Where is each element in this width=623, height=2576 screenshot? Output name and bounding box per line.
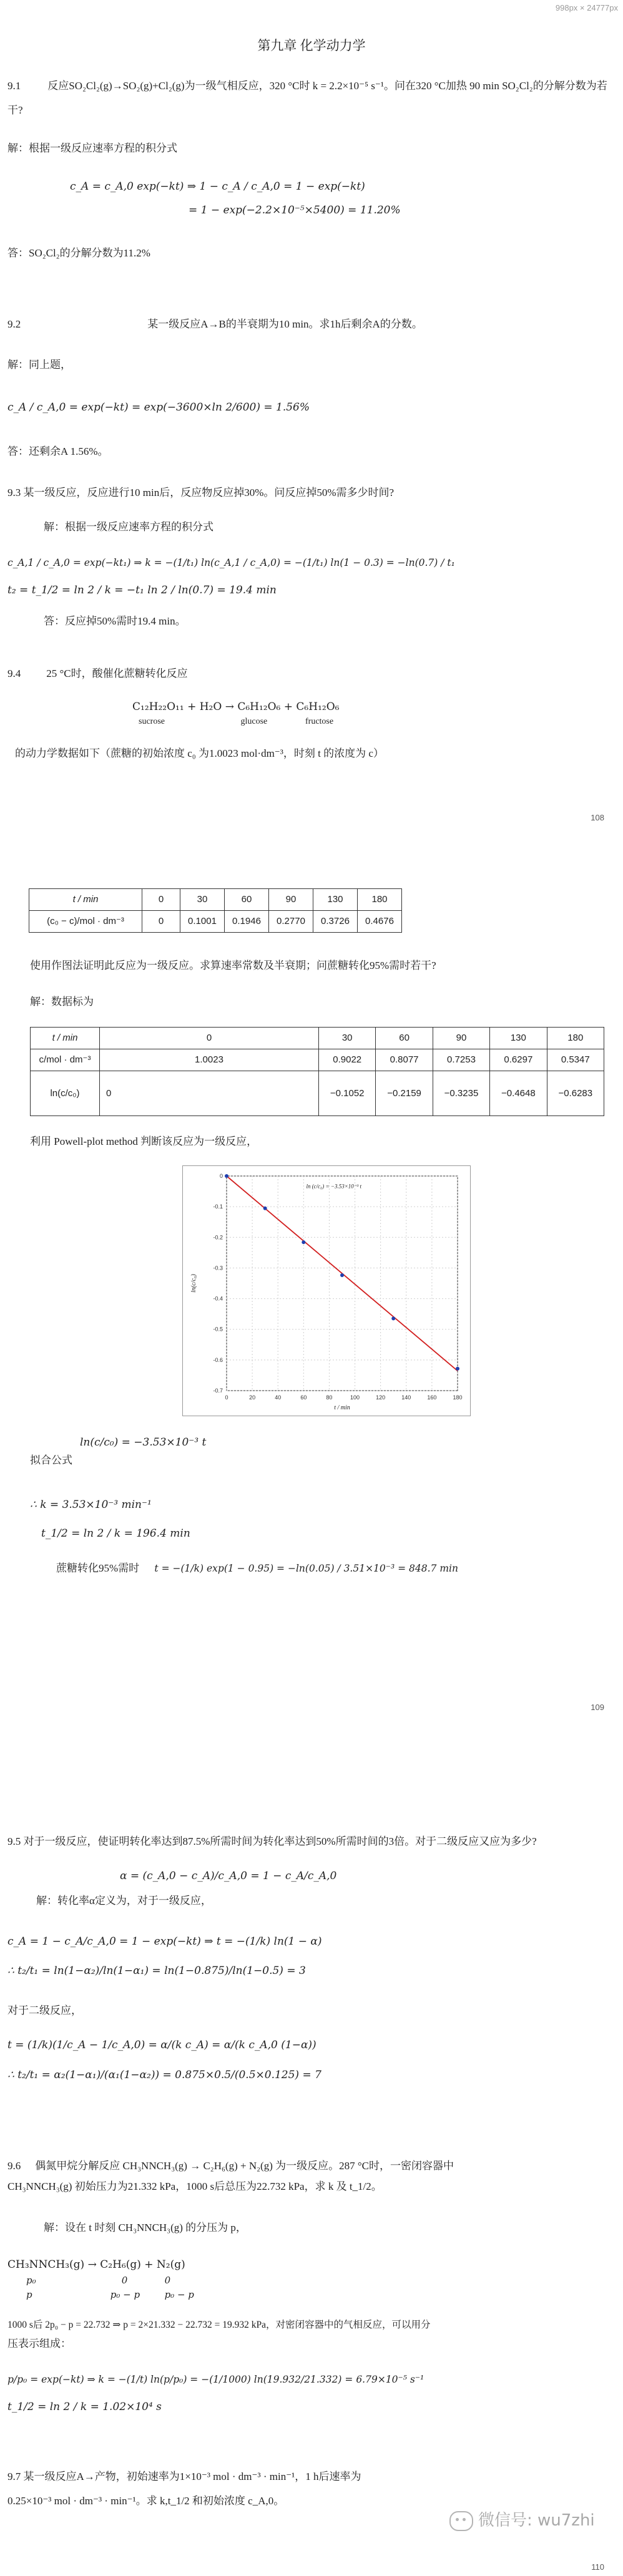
table-cell: 0	[100, 1071, 319, 1116]
x-tick-label: 140	[401, 1394, 411, 1401]
problem-9-1-solution-intro: 解：根据一级反应速率方程的积分式	[7, 142, 177, 155]
problem-9-6-text-a: 偶氮甲烷分解反应 CH₃NNCH₃(g) → C₂H₆(g) + N₂(g) 为一级反应。287 °C时，一密闭容器中	[35, 2160, 454, 2172]
x-tick-label: 0	[225, 1394, 228, 1401]
table-cell: −0.1052	[319, 1071, 376, 1116]
problem-9-7-line-1	[7, 2469, 544, 2485]
x-tick-label: 100	[350, 1394, 360, 1401]
problem-9-1-number: 9.1	[7, 80, 21, 92]
species-glucose: glucose	[240, 717, 268, 727]
table-cell: 0.8077	[376, 1049, 433, 1071]
table-row	[31, 1049, 604, 1071]
y-tick-label: -0.5	[213, 1326, 223, 1333]
fit-formula-label: 拟合公式	[30, 1454, 72, 1466]
watermark-text: 微信号: wu7zhi	[478, 2511, 595, 2530]
sucrose-reaction-equation: C₁₂H₂₂O₁₁ + H₂O → C₆H₁₂O₆ + C₆H₁₂O₆	[132, 700, 340, 713]
problem-9-1-formula-2: = 1 − exp(−2.2×10⁻⁵×5400) = 11.20%	[189, 204, 401, 217]
problem-9-6-text-b: CH₃NNCH₃(g) 初始压力为21.332 kPa，1000 s后总压为22.732 kPa，求 k 及 t_1/2。	[7, 2180, 382, 2192]
problem-9-6-question	[7, 2159, 613, 2174]
problem-9-4-question-2: 使用作图法证明此反应为一级反应。求算速率常数及半衰期；问蔗糖转化95%需时若干?	[30, 960, 436, 971]
problem-9-7-number: 9.7	[7, 2471, 21, 2482]
wechat-watermark	[449, 2509, 595, 2533]
problem-9-4	[7, 666, 613, 761]
initial-pressure-reactant: p₀	[26, 2274, 36, 2286]
x-tick-label: 40	[275, 1394, 282, 1401]
x-tick-label: 120	[376, 1394, 386, 1401]
pressure-ethane-t: p₀ − p	[110, 2289, 140, 2301]
problem-9-5-solution-tail: ，对于一级反应，	[126, 1895, 212, 1907]
table-cell: 0.1946	[225, 911, 269, 933]
problem-9-3-formula-2: t₂ = t_1/2 = ln 2 / k = −t₁ ln 2 / ln(0.7) = 19.4 min	[7, 583, 277, 596]
page-number-110: 110	[591, 2562, 604, 2572]
problem-9-3	[7, 485, 613, 629]
problem-9-1-text: 反应SO₂Cl₂(g)→SO₂(g)+Cl₂(g)为一级气相反应，320 °C时 k = 2.2×10⁻⁵ s⁻¹。问在320 °C加热 90 min SO₂Cl₂的分解分数为若干?	[7, 80, 607, 117]
reaction-species-names	[139, 716, 613, 728]
conversion-95-label: 蔗糖转化95%需时	[56, 1562, 140, 1574]
table-header-row	[29, 889, 402, 911]
conversion-95-formula: t = −(1/k) exp(1 − 0.95) = −ln(0.05) / 3.51×10⁻³ = 848.7 min	[154, 1563, 458, 1574]
fit-formula-block	[30, 1435, 206, 1468]
x-tick-label: 160	[427, 1394, 437, 1401]
table-cell: 90	[269, 889, 313, 911]
problem-9-3-formula-1: c_A,1 / c_A,0 = exp(−kt₁) ⇒ k = −(1/t₁) ln(c_A,1 / c_A,0) = −(1/t₁) ln(1 − 0.3) = −ln(0.7) / t₁	[7, 557, 455, 569]
problem-9-1-answer: 答：SO₂Cl₂的分解分数为11.2%	[7, 247, 150, 260]
table-cell: 1.0023	[100, 1049, 319, 1071]
problem-9-3-number: 9.3	[7, 487, 21, 498]
problem-9-3-question	[7, 485, 613, 501]
plot-area	[227, 1176, 458, 1391]
fit-formula: ln(c/c₀) = −3.53×10⁻³ t	[80, 1436, 207, 1449]
table-cell: t / min	[29, 889, 142, 911]
table-row	[29, 911, 402, 933]
problem-9-4-solution-intro: 解：数据标为	[30, 996, 94, 1008]
x-tick-label: 60	[300, 1394, 307, 1401]
problem-9-3-text: 某一级反应，反应进行10 min后，反应物反应掉30%。问反应掉50%需多少时间?	[23, 487, 395, 498]
x-tick-label: 20	[249, 1394, 256, 1401]
problem-9-2-text: 某一级反应A→B的半衰期为10 min。求1h后剩余A的分数。	[147, 318, 423, 330]
table-cell: 130	[490, 1028, 547, 1049]
table-cell: 90	[433, 1028, 489, 1049]
chapter-title: 第九章 化学动力学	[257, 38, 366, 53]
time-t-pressures-row	[26, 2288, 613, 2302]
table-cell: 0.6297	[490, 1049, 547, 1071]
page-number-109: 109	[591, 1703, 604, 1712]
table-cell: 0	[100, 1028, 319, 1049]
problem-9-5-text: 对于一级反应，使证明转化率达到87.5%所需时间为转化率达到50%所需时间的3倍。对于二级反应又应为多少?	[23, 1835, 537, 1847]
powell-plot-intro: 利用 Powell-plot method 判断该反应为一级反应，	[30, 1135, 258, 1147]
table-cell: −0.4648	[490, 1071, 547, 1116]
problem-9-5-question	[7, 1834, 613, 1850]
image-size-label: 998px × 24777px	[555, 3, 618, 12]
page-number-108: 108	[591, 813, 604, 822]
data-point	[263, 1207, 267, 1210]
table-cell: c/mol · dm⁻³	[31, 1049, 100, 1071]
converted-data-table	[30, 1027, 604, 1116]
table-cell: 0.9022	[319, 1049, 376, 1071]
conversion-95-block	[56, 1561, 458, 1577]
problem-9-3-solution-intro: 解：根据一级反应速率方程的积分式	[44, 520, 213, 533]
table-cell: −0.3235	[433, 1071, 489, 1116]
table-cell: t / min	[31, 1028, 100, 1049]
pressure-nitrogen-t: p₀ − p	[164, 2289, 194, 2301]
table-cell: 130	[313, 889, 358, 911]
table-cell: (c₀ − c)/mol · dm⁻³	[29, 911, 142, 933]
x-tick-label: 180	[453, 1394, 463, 1401]
problem-9-6	[7, 2159, 613, 2414]
table-cell: 0	[142, 889, 180, 911]
table-cell: 0.1001	[180, 911, 225, 933]
data-point	[302, 1240, 305, 1244]
data-point	[225, 1174, 228, 1178]
problem-9-2	[7, 317, 613, 460]
problem-9-1	[7, 74, 613, 261]
data-point	[391, 1316, 395, 1320]
problem-9-1-formula-1: c_A = c_A,0 exp(−kt) ⇒ 1 − c_A / c_A,0 = 1 − exp(−kt)	[70, 180, 365, 193]
y-tick-label: -0.4	[213, 1295, 223, 1302]
table-cell: 0.5347	[547, 1049, 604, 1071]
problem-9-6-formula-1: p/p₀ = exp(−kt) ⇒ k = −(1/t) ln(p/p₀) = −(1/1000) ln(19.932/21.332) = 6.79×10⁻⁵ s⁻¹	[7, 2374, 424, 2386]
problem-9-7	[7, 2469, 544, 2509]
data-point	[340, 1273, 344, 1277]
problem-9-7-text-1: 某一级反应A→产物，初始速率为1×10⁻³ mol · dm⁻³ · min⁻¹，1 h后速率为	[23, 2471, 361, 2482]
problem-9-6-line-1: 1000 s后 2p₀ − p = 22.732 ⇒ p = 2×21.332 − 22.732 = 19.932 kPa，对密闭容器中的气相反应，可以用分	[7, 2320, 431, 2331]
table-cell: 60	[376, 1028, 433, 1049]
problem-9-5-formula-2: ∴ t₂/t₁ = ln(1−α₂)/ln(1−α₁) = ln(1−0.875)/ln(1−0.5) = 3	[7, 1964, 306, 1977]
powell-plot-chart	[182, 1165, 471, 1416]
problem-9-4-data-desc: 的动力学数据如下（蔗糖的初始浓度 c₀ 为1.0023 mol·dm⁻³，时刻 t 的浓度为 c）	[15, 747, 384, 759]
problem-9-2-question	[7, 317, 613, 333]
table-cell: 180	[358, 889, 402, 911]
initial-pressures-row	[26, 2274, 613, 2288]
table-cell: 30	[319, 1028, 376, 1049]
species-sucrose: sucrose	[139, 717, 165, 727]
table-cell: 0	[142, 911, 180, 933]
y-tick-label: -0.2	[213, 1234, 223, 1241]
problem-9-2-number: 9.2	[7, 318, 21, 330]
problem-9-5-solution-text: 解：转化率α定义为	[36, 1895, 127, 1907]
problem-9-5-number: 9.5	[7, 1835, 21, 1847]
table-cell: 0.2770	[269, 911, 313, 933]
rate-constant-line: ∴ k = 3.53×10⁻³ min⁻¹	[30, 1499, 152, 1511]
problem-9-6-solution-intro: 解：设在 t 时刻 CH₃NNCH₃(g) 的分压为 p，	[44, 2222, 247, 2234]
y-tick-label: -0.6	[213, 1356, 223, 1363]
problem-9-6-line-2: 压表示组成：	[7, 2337, 71, 2350]
table-cell: −0.2159	[376, 1071, 433, 1116]
problem-9-2-answer: 答：还剩余A 1.56%。	[7, 445, 109, 457]
kinetics-data-table	[29, 888, 402, 933]
table-header-row	[31, 1028, 604, 1049]
table-cell: 0.4676	[358, 911, 402, 933]
problem-9-2-formula: c_A / c_A,0 = exp(−kt) = exp(−3600×ln 2/600) = 1.56%	[7, 401, 310, 414]
problem-9-5	[7, 1834, 613, 2083]
problem-9-1-question	[7, 74, 613, 122]
problem-9-5-formula-1: c_A = 1 − c_A/c_A,0 = 1 − exp(−kt) ⇒ t = −(1/k) ln(1 − α)	[7, 1935, 322, 1948]
problem-9-2-solution-intro: 解：同上题，	[7, 358, 71, 371]
x-axis-label: t / min	[334, 1404, 350, 1411]
table-cell: ln(c/c₀)	[31, 1071, 100, 1116]
problem-9-5-formula-3: t = (1/k)(1/c_A − 1/c_A,0) = α/(k c_A) = α/(k c_A,0 (1−α))	[7, 2038, 316, 2051]
table-cell: −0.6283	[547, 1071, 604, 1116]
table-cell: 180	[547, 1028, 604, 1049]
y-tick-label: -0.3	[213, 1265, 223, 1271]
problem-9-4-number: 9.4	[7, 668, 21, 679]
problem-9-3-answer: 答：反应掉50%需时19.4 min。	[44, 615, 186, 628]
table-cell: 0.7253	[433, 1049, 489, 1071]
table-cell: 30	[180, 889, 225, 911]
y-tick-label: -0.1	[213, 1203, 223, 1210]
second-order-label: 对于二级反应，	[7, 2005, 82, 2017]
x-tick-label: 80	[326, 1394, 333, 1401]
table-row	[31, 1071, 604, 1116]
conversion-definition-formula: α = (c_A,0 − c_A)/c_A,0 = 1 − c_A/c_A,0	[120, 1869, 337, 1882]
problem-9-7-line-2: 0.25×10⁻³ mol · dm⁻³ · min⁻¹。求 k,t_1/2 和初始浓度 c_A,0。	[7, 2494, 285, 2507]
half-life-line: t_1/2 = ln 2 / k = 196.4 min	[41, 1527, 190, 1540]
azomethane-reaction: CH₃NNCH₃(g) → C₂H₆(g) + N₂(g)	[7, 2258, 185, 2271]
problem-9-6-number: 9.6	[7, 2160, 21, 2172]
initial-pressure-ethane: 0	[121, 2274, 128, 2286]
table-cell: 60	[225, 889, 269, 911]
y-tick-label: 0	[219, 1173, 223, 1179]
initial-pressure-nitrogen: 0	[164, 2274, 171, 2286]
problem-9-6-formula-2: t_1/2 = ln 2 / k = 1.02×10⁴ s	[7, 2400, 162, 2413]
problem-9-5-formula-4: ∴ t₂/t₁ = α₂(1−α₁)/(α₁(1−α₂)) = 0.875×0.5/(0.5×0.125) = 7	[7, 2069, 321, 2082]
powell-plot-svg	[183, 1166, 470, 1416]
y-tick-label: -0.7	[213, 1388, 223, 1394]
problem-9-4-text: 25 °C时，酸催化蔗糖转化反应	[46, 668, 188, 679]
y-axis-label: ln(c/c₀)	[190, 1274, 197, 1293]
species-fructose: fructose	[305, 717, 334, 727]
table-cell: 0.3726	[313, 911, 358, 933]
pressure-reactant-t: p	[26, 2289, 32, 2301]
data-point	[456, 1367, 459, 1371]
problem-9-5-solution-intro	[36, 1893, 613, 1909]
wechat-icon	[449, 2511, 473, 2531]
problem-9-4-question	[7, 666, 613, 682]
fit-annotation: ln (c/c₀) = −3.53×10⁻³ t	[306, 1183, 361, 1190]
